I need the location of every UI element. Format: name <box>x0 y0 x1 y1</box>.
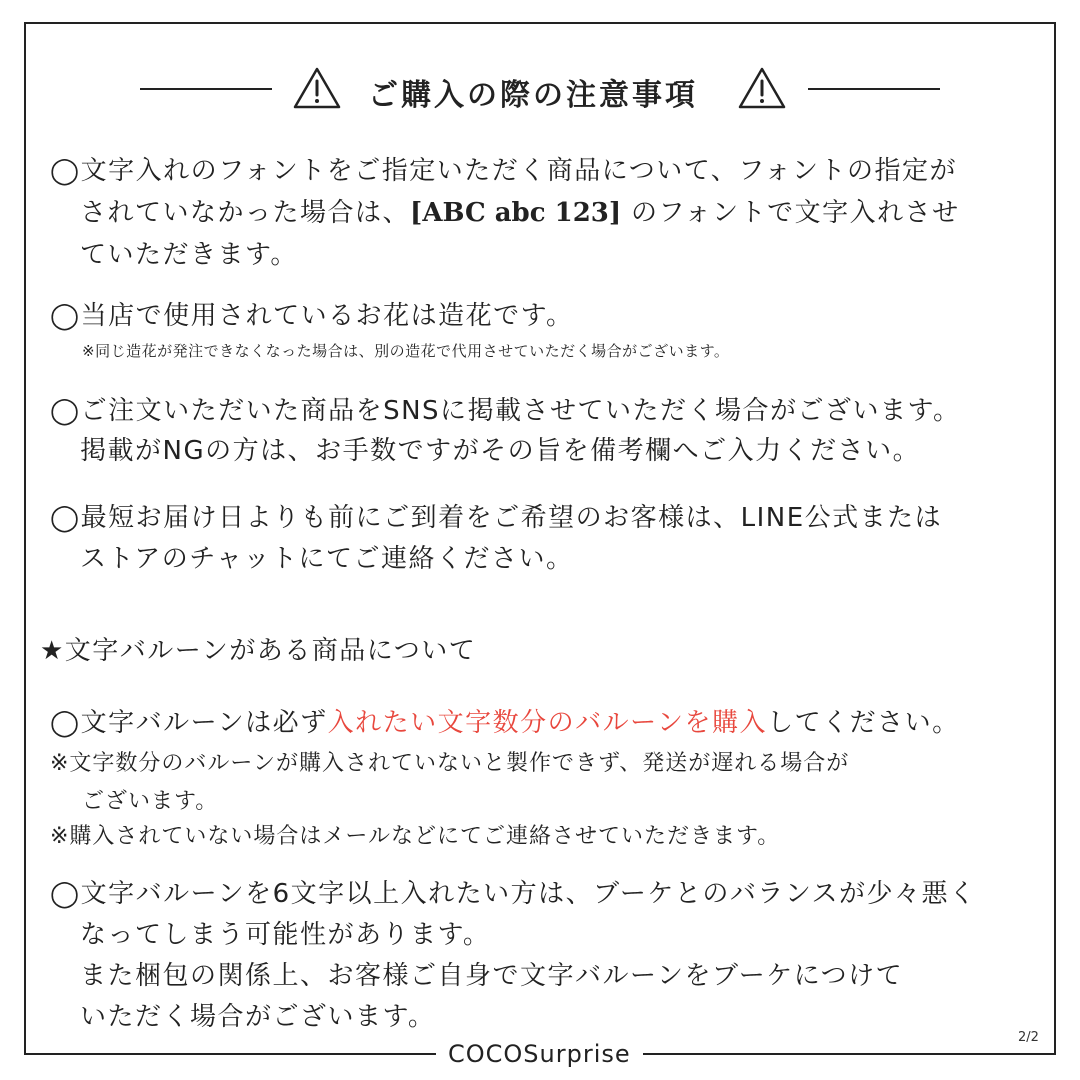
balloon-six-line1: ◯文字バルーンを6文字以上入れたい方は、ブーケとのバランスが少々悪く <box>50 879 977 909</box>
notice-sns-line1: ◯ご注文いただいた商品をSNSに掲載させていただく場合がございます。 <box>50 396 961 426</box>
warning-icon <box>293 66 341 110</box>
balloon-note1-line1: ※文字数分のバルーンが購入されていないと製作できず、発送が遅れる場合が <box>50 751 850 776</box>
notice-flowers-note: ※同じ造花が発注できなくなった場合は、別の造花で代用させていただく場合がございます。 <box>82 342 730 360</box>
notice-font-line3: ていただきます。 <box>80 240 298 270</box>
notice-delivery-line1: ◯最短お届け日よりも前にご到着をご希望のお客様は、LINE公式または <box>50 503 943 533</box>
balloon-purchase-line1 <box>50 702 960 739</box>
notice-font-line2 <box>80 192 960 229</box>
page-title: ご購入の際の注意事項 <box>368 78 698 113</box>
notice-flowers-line1: ◯当店で使用されているお花は造花です。 <box>50 301 574 331</box>
header-rule-left <box>140 88 272 90</box>
balloon-note1-line2: ございます。 <box>82 789 219 814</box>
notice-font-line2-pre: されていなかった場合は、 <box>80 198 411 228</box>
brand-logo-text: COCOSurprise <box>436 1040 643 1068</box>
notice-sns-line2: 掲載がNGの方は、お手数ですがその旨を備考欄へご入力ください。 <box>80 436 921 466</box>
balloon-six-line3: また梱包の関係上、お客様ご自身で文字バルーンをブーケにつけて <box>80 961 904 991</box>
notice-font-line2-post: のフォントで文字入れさせ <box>621 198 960 228</box>
balloon-section-heading: ★文字バルーンがある商品について <box>40 636 477 666</box>
balloon-purchase-highlight: 入れたい文字数分のバルーンを購入 <box>327 708 768 738</box>
font-sample: [ABC abc 123] <box>410 198 622 228</box>
balloon-six-line2: なってしまう可能性があります。 <box>80 920 491 950</box>
notice-font-line1: ◯文字入れのフォントをご指定いただく商品について、フォントの指定が <box>50 156 957 186</box>
header-rule-right <box>808 88 940 90</box>
balloon-purchase-post: してください。 <box>767 708 960 738</box>
balloon-six-line4: いただく場合がございます。 <box>80 1002 436 1032</box>
page-indicator: 2/2 <box>1018 1030 1039 1045</box>
balloon-note2: ※購入されていない場合はメールなどにてご連絡させていただきます。 <box>50 824 781 849</box>
warning-icon <box>738 66 786 110</box>
balloon-purchase-pre: ◯文字バルーンは必ず <box>50 708 328 738</box>
notice-delivery-line2: ストアのチャットにてご連絡ください。 <box>80 544 574 574</box>
